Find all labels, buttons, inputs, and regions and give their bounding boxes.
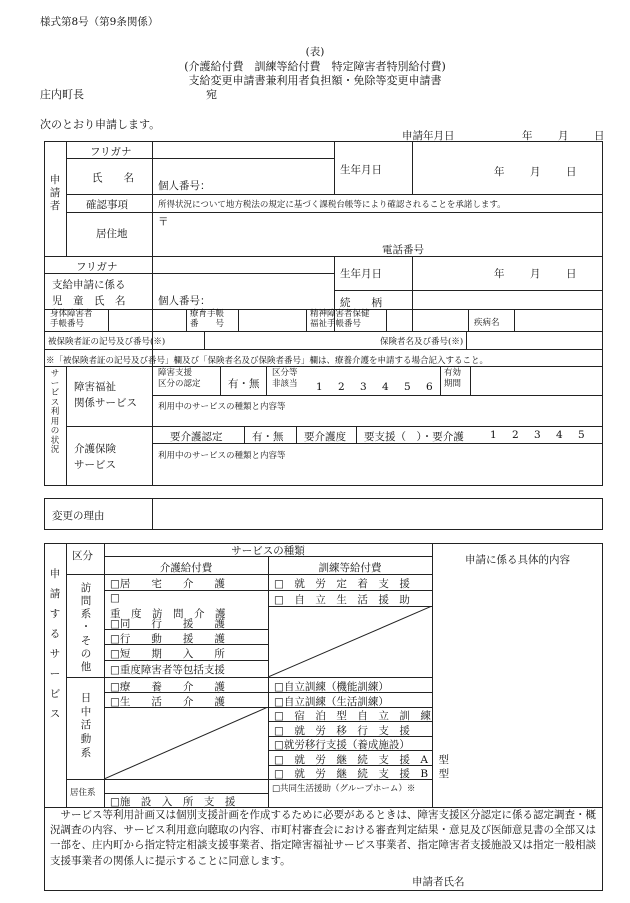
date-month: 月 [558, 130, 569, 142]
insurance-note: ※「被保険者証の記号及び番号」欄及び「保険者名及び保険者番号」欄は、療養介護を申請する場合記入すること。 [46, 356, 489, 366]
child-personal-no: 個人番号： [158, 295, 211, 307]
disease-label: 疾病名 [474, 318, 500, 328]
services-side-label: 申 請 す る サ ー ビ ス [49, 568, 61, 720]
residence-item-shisetsu[interactable]: □施 設 入 所 支 援 [110, 796, 236, 808]
postal-mark: 〒 [158, 216, 169, 228]
visit-item-hokatsu[interactable]: □重度障害者等包括支援 [110, 664, 225, 676]
care-grade-2: 2 [512, 429, 519, 441]
hihokensha-label: 被保険者証の記号及び番号(※) [48, 337, 166, 347]
care-shien-label: 要支援（ ）・要介護 [364, 431, 464, 443]
date-year: 年 [522, 130, 533, 142]
child-birth-day: 日 [566, 268, 577, 280]
visit-item-doko[interactable]: □同 行 援 護 [110, 618, 225, 630]
signature-label: 申請者氏名 [412, 876, 465, 888]
kubun-grade-2: 2 [338, 381, 345, 393]
kunren-item-shuro-iko[interactable]: □ 就 労 移 行 支 援 [274, 725, 410, 737]
kubun-grade-6: 6 [426, 381, 433, 393]
applicant-side-label: 申 請 者 [49, 174, 61, 213]
applicant-furigana-label: フリガナ [90, 146, 132, 158]
applicant-personal-no: 個人番号： [158, 180, 211, 192]
kubun-grade-3: 3 [360, 381, 367, 393]
kubun-umu: 有・無 [228, 378, 260, 390]
applicant-birth-day: 日 [566, 166, 577, 178]
welfare-in-use: 利用中のサービスの種類と内容等 [158, 402, 286, 412]
service-status-side-label: サ ー ビ ス 利 用 の 状 況 [50, 369, 60, 456]
date-label: 申請年月日 [402, 130, 455, 142]
care-grade-5: 5 [578, 429, 585, 441]
confirm-label: 確認事項 [86, 199, 128, 211]
addressee-suffix: 宛 [206, 88, 217, 101]
form-number: 様式第8号（第9条関係） [40, 16, 159, 28]
visit-kunren-diagonal [268, 606, 432, 677]
change-reason-box [44, 498, 603, 530]
kaigo-header: 介護給付費 [159, 562, 213, 574]
child-birth-month: 月 [530, 268, 541, 280]
care-nintei-label: 要介護認定 [170, 431, 223, 443]
address-label: 居住地 [96, 228, 128, 240]
intro-text: 次のとおり申請します。 [40, 118, 161, 131]
validity-label: 有効 期間 [444, 368, 462, 390]
visit-item-tanki[interactable]: □短 期 入 所 [110, 648, 225, 660]
kubun-grade-4: 4 [382, 381, 389, 393]
kunren-item-jiritsu-seikatsu[interactable]: □ 自 立 生 活 援 助 [274, 594, 410, 606]
ryoiku-handbook-label: 療育手帳 番 号 [190, 309, 225, 329]
child-label-2: 児 童 氏 名 [52, 295, 126, 307]
consent-text: サービス等利用計画又は個別支援計画を作成するために必要があるときは、障害支援区分認定に係る認定調査・概況調査の内容、サービス利用意向聴取の内容、市町村審査会における審査判定結果・意見及び医師意見書の全部又は一部を、庄内町から指定特定相談支援事業者、指定障害福祉サービス事業者、指定障害者支援施設又は指定一般相談支援事業者の関係人に提示することに同意します。 [50, 809, 596, 867]
kunren-item-group-home[interactable]: □共同生活援助（グループホーム）※ [272, 784, 416, 794]
confirm-text: 所得状況について地方税法の規定に基づく課税台帳等により確認されることを承諾します。 [158, 200, 506, 210]
day-item-seikatsu[interactable]: □生 活 介 護 [110, 696, 225, 708]
kunren-item-seikatsu-kunren[interactable]: □自立訓練（生活訓練） [274, 696, 389, 708]
care-grade-1: 1 [490, 429, 497, 441]
applicant-birth-label: 生年月日 [340, 164, 382, 176]
kubun-header: 区分 [72, 550, 93, 562]
kunren-item-keizoku-b[interactable]: □ 就 労 継 続 支 援 B 型 [274, 768, 450, 780]
title-line-2: 支給変更申請書兼利用者負担額・免除等変更申請書 [188, 74, 442, 87]
kubun-nintei-label: 障害支援 区分の認定 [158, 368, 201, 390]
date-day: 日 [594, 130, 605, 142]
phone-label: 電話番号 [382, 244, 424, 256]
kunren-item-keizoku-a[interactable]: □ 就 労 継 続 支 援 A 型 [274, 754, 450, 766]
child-label-1: 支給申請に係る [52, 279, 126, 291]
care-in-use: 利用中のサービスの種類と内容等 [158, 451, 286, 461]
care-degree-label: 要介護度 [304, 431, 346, 443]
day-group-label: 日 中 活 動 系 [80, 692, 92, 759]
child-furigana-label: フリガナ [76, 261, 118, 273]
kunren-item-kino[interactable]: □自立訓練（機能訓練） [274, 681, 389, 693]
physical-handbook-label: 身体障害者 手帳番号 [50, 309, 93, 329]
change-reason-label: 変更の理由 [52, 510, 105, 522]
addressee: 庄内町長 [40, 88, 84, 101]
care-service-label: 介護保険 サービス [74, 443, 116, 471]
child-birth-year: 年 [494, 268, 505, 280]
visit-item-kyotaku[interactable]: □居 宅 介 護 [110, 578, 225, 590]
kunren-item-iko-yosei[interactable]: □就労移行支援（養成施設） [274, 739, 410, 751]
visit-group-label: 訪 問 系 ・ そ の 他 [80, 582, 92, 673]
title-line-1: (介護給付費 訓練等給付費 特定障害者特別給付費) [184, 60, 446, 73]
kubun-grade-label: 区分等 非該当 [272, 368, 298, 390]
residence-group-label: 居住系 [70, 788, 96, 798]
day-item-ryoyo[interactable]: □療 養 介 護 [110, 681, 225, 693]
care-grade-4: 4 [556, 429, 563, 441]
kunren-item-shuro-teichaku[interactable]: □ 就 労 定 着 支 援 [274, 578, 410, 590]
care-umu: 有・無 [252, 431, 284, 443]
relation-label: 続 柄 [340, 297, 382, 309]
day-kaigo-diagonal [104, 707, 268, 779]
mental-handbook-label: 精神障害者保健 福祉手帳番号 [310, 309, 370, 329]
detail-header: 申請に係る具体的内容 [465, 554, 570, 566]
visit-item-kodo[interactable]: □行 動 援 護 [110, 633, 225, 645]
kubun-grade-5: 5 [404, 381, 411, 393]
kubun-grade-1: 1 [316, 381, 323, 393]
applicant-birth-month: 月 [530, 166, 541, 178]
child-birth-label: 生年月日 [340, 268, 382, 280]
applicant-name-label: 氏 名 [92, 172, 134, 184]
kunren-header: 訓練等給付費 [318, 562, 382, 574]
applicant-birth-year: 年 [494, 166, 505, 178]
welfare-service-label: 障害福祉 関係サービス [74, 381, 137, 409]
kunren-item-shukuhaku[interactable]: □ 宿 泊 型 自 立 訓 練 [274, 710, 431, 722]
care-grade-3: 3 [534, 429, 541, 441]
hokensha-label: 保険者名及び番号(※) [380, 337, 464, 347]
visit-item-judo: 重 度 訪 問 介 護 [110, 608, 226, 620]
omote-mark: (表) [305, 46, 325, 58]
type-header: サービスの種類 [231, 545, 305, 557]
visit-item-checkbox[interactable]: □ [110, 592, 120, 604]
